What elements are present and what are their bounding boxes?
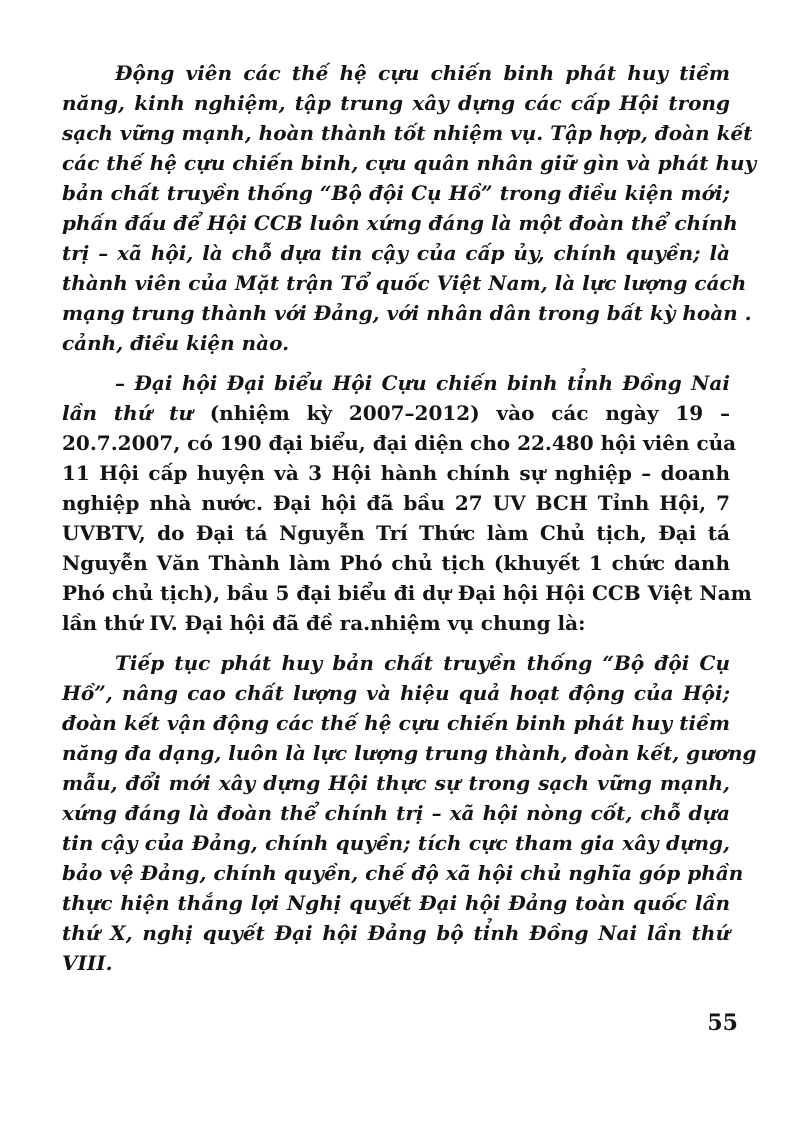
text-line [62,398,730,428]
italic-text-segment: lần thứ tư [62,401,210,425]
page-number: 55 [707,1010,738,1036]
italic-text-segment: Tiếp tục phát huy bản chất truyền thống “Bộ đội Cụ [115,651,730,675]
text-line [62,458,730,488]
italic-text-segment: đoàn kết vận động các thế hệ cựu chiến binh phát huy tiềm [62,711,730,735]
italic-text-segment: năng, kinh nghiệm, tập trung xây dựng các cấp Hội trong [62,91,730,115]
roman-text-segment: (nhiệm kỳ 2007–2012) vào các ngày 19 – [209,401,730,425]
italic-text-segment: phấn đấu để Hội CCB luôn xứng đáng là một đoàn thể chính [62,211,738,235]
italic-text-segment: tin cậy của Đảng, chính quyền; tích cực tham gia xây dựng, [62,831,730,855]
italic-text-segment: thực hiện thắng lợi Nghị quyết Đại hội Đảng toàn quốc lần [62,891,730,915]
paragraph [62,368,752,638]
italic-text-segment: trị – xã hội, là chỗ dựa tin cậy của cấp ủy, chính quyền; là [62,241,730,265]
roman-text-segment: Nguyễn Văn Thành làm Phó chủ tịch (khuyết 1 chức danh [62,551,730,575]
text-line [62,648,730,678]
text-line [62,208,738,238]
text-line [62,918,730,948]
roman-text-segment: UVBTV, do Đại tá Nguyễn Trí Thức làm Chủ tịch, Đại tá [62,521,730,545]
text-line [62,118,753,148]
text-line [62,708,730,738]
text-line [62,608,730,638]
italic-text-segment: Động viên các thế hệ cựu chiến binh phát huy tiềm [115,61,730,85]
text-line [62,328,730,358]
italic-text-segment: bảo vệ Đảng, chính quyền, chế độ xã hội chủ nghĩa góp phần [62,861,744,885]
text-line [62,238,730,268]
text-line [62,738,757,768]
paragraph [62,58,757,358]
text-line [62,268,747,298]
italic-text-segment: năng đa dạng, luôn là lực lượng trung thành, đoàn kết, gương [62,741,757,765]
text-line [62,888,730,918]
roman-text-segment: 20.7.2007, có 190 đại biểu, đại diện cho 22.480 hội viên của [62,431,737,455]
paragraph [62,648,757,978]
text-line [62,858,744,888]
italic-text-segment: sạch vững mạnh, hoàn thành tốt nhiệm vụ. Tập hợp, đoàn kết [62,121,753,145]
text-line [62,298,752,328]
italic-text-segment: mạng trung thành với Đảng, với nhân dân trong bất kỳ hoàn . [62,301,752,325]
italic-text-segment: bản chất truyền thống “Bộ đội Cụ Hồ” trong điều kiện mới; [62,181,730,205]
text-line [62,428,737,458]
text-line [62,768,730,798]
text-line [62,828,730,858]
text-line [62,178,730,208]
text-line [62,518,730,548]
text-line [62,798,730,828]
text-line [62,678,730,708]
text-line [62,88,730,118]
text-line [62,548,730,578]
roman-text-segment: 11 Hội cấp huyện và 3 Hội hành chính sự nghiệp – doanh [62,461,730,485]
roman-text-segment: nghiệp nhà nước. Đại hội đã bầu 27 UV BCH Tỉnh Hội, 7 [62,491,730,515]
italic-text-segment: thành viên của Mặt trận Tổ quốc Việt Nam, là lực lượng cách [62,271,747,295]
text-line [62,488,730,518]
roman-text-segment: Phó chủ tịch), bầu 5 đại biểu đi dự Đại hội Hội CCB Việt Nam [62,581,752,605]
italic-text-segment: cảnh, điều kiện nào. [62,331,290,355]
italic-text-segment: VIII. [62,951,113,975]
page-text [62,58,757,978]
text-line [62,148,757,178]
roman-text-segment: lần thứ IV. Đại hội đã đề ra.nhiệm vụ chung là: [62,611,586,635]
italic-text-segment: – Đại hội Đại biểu Hội Cựu chiến binh tỉnh Đồng Nai [115,371,730,395]
text-line [62,58,730,88]
italic-text-segment: mẫu, đổi mới xây dựng Hội thực sự trong sạch vững mạnh, [62,771,730,795]
italic-text-segment: xứng đáng là đoàn thể chính trị – xã hội nòng cốt, chỗ dựa [62,801,730,825]
italic-text-segment: các thế hệ cựu chiến binh, cựu quân nhân giữ gìn và phát huy [62,151,757,175]
italic-text-segment: Hồ”, nâng cao chất lượng và hiệu quả hoạt động của Hội; [62,681,730,705]
text-line [62,948,730,978]
text-line [62,578,752,608]
italic-text-segment: thứ X, nghị quyết Đại hội Đảng bộ tỉnh Đồng Nai lần thứ [62,921,730,945]
text-line [62,368,730,398]
